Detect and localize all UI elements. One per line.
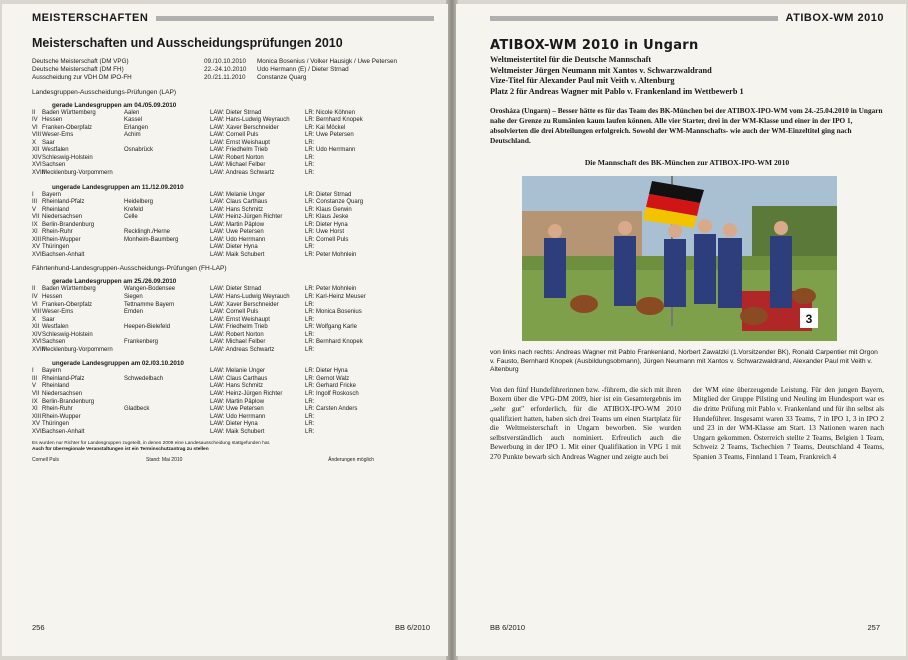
header-rule (156, 16, 434, 21)
law-judge: LAW: Hans Schmitz (210, 383, 264, 390)
group-name: Sachsen (42, 339, 66, 346)
group-number: VI (32, 124, 38, 131)
page-heading: Meisterschaften und Ausscheidungsprüfungen 2010 (32, 36, 343, 50)
venue (124, 383, 210, 391)
venue: Celle (124, 214, 138, 221)
law-judge: LAW: Melanie Unger (210, 191, 266, 198)
law-judge: LAW: Claus Carthaus (210, 199, 268, 206)
law-judge: LAW: Cornell Puls (210, 132, 259, 139)
group-number: XI (32, 229, 38, 236)
table-row (32, 309, 434, 317)
lr-judge: LR: Uwe Petersen (305, 132, 354, 139)
group-number: XVIII (32, 169, 46, 176)
subtitle-3: Vize-Titel für Alexander Paul mit Veith v. Altenburg (490, 76, 675, 85)
lr-judge: LR: (305, 169, 315, 176)
note-line-1: Es wurden nur Richter für Landesgruppen zugeteilt, in denen 2009 eine Landesausscheidung stattgefunden hat. (32, 441, 271, 447)
law-judge: LAW: Xaver Berschneider (210, 301, 279, 308)
group-title: ungerade Landesgruppen am 02./03.10.2010 (52, 360, 184, 368)
lr-judge: LR: (305, 162, 315, 169)
venue: Tettnamme Bayern (124, 301, 175, 308)
group-name: Bayern (42, 368, 62, 375)
venue: Siegen (124, 294, 143, 300)
table-row (32, 222, 434, 230)
venue: Osnabrück (124, 147, 154, 154)
group-number: VIII (32, 132, 42, 139)
group-name: Sachsen-Anhalt (42, 428, 85, 435)
group-name: Baden Württemberg (42, 286, 96, 293)
section-tag: MEISTERSCHAFTEN (32, 12, 149, 24)
venue (124, 317, 210, 325)
lr-judge: LR: Gernot Walz (305, 375, 350, 382)
lr-judge: LR: (305, 421, 315, 428)
championship-name: Deutsche Meisterschaft (DM FH) (32, 66, 124, 74)
group-number: IX (32, 398, 38, 405)
table-row (32, 302, 434, 310)
group-name: Hessen (42, 117, 63, 124)
law-judge: LAW: Robert Norton (210, 154, 264, 161)
table-row (32, 207, 434, 215)
group-title: gerade Landesgruppen am 04./05.09.2010 (52, 101, 177, 109)
group-table (32, 110, 434, 178)
footer-stand: Stand: Mai 2010 (146, 457, 183, 464)
team-photo (522, 176, 837, 341)
group-name: Schleswig-Holstein (42, 154, 93, 161)
venue (124, 391, 210, 399)
group-name: Rhein-Ruhr (42, 229, 73, 236)
group-name: Saar (42, 316, 55, 323)
group-number: V (32, 383, 37, 390)
right-page (456, 4, 906, 656)
law-judge: LAW: Martin Päplow (210, 221, 265, 228)
table-row (32, 399, 434, 407)
law-judge: LAW: Uwe Petersen (210, 406, 264, 413)
group-name: Rheinland (42, 383, 70, 390)
venue: Kassel (124, 117, 143, 124)
group-number: XV (32, 244, 41, 251)
venue: Emden (124, 309, 144, 316)
group-name: Rheinland-Pfalz (42, 199, 85, 206)
group-number: XIV (32, 154, 42, 161)
issue-label: BB 6/2010 (394, 623, 430, 632)
championship-date: 22.-24.10.2010 (204, 66, 247, 74)
table-row (32, 368, 434, 376)
venue: Frankenberg (124, 339, 159, 346)
venue (124, 399, 210, 407)
law-judge: LAW: Michael Felber (210, 162, 266, 169)
venue: Achim (124, 132, 141, 139)
lr-judge: LR: Bernhard Knopek (305, 339, 363, 346)
group-number: XIII (32, 413, 42, 420)
championship-row (32, 66, 434, 74)
lr-judge: LR: (305, 154, 315, 161)
group-number: X (32, 316, 37, 323)
venue (124, 421, 210, 429)
venue (124, 192, 210, 200)
table-row (32, 155, 434, 163)
law-judge: LAW: Friedhelm Trieb (210, 147, 268, 154)
lr-judge: LR: (305, 301, 315, 308)
group-name: Westfalen (42, 324, 69, 331)
lr-judge: LR: (305, 398, 315, 405)
lr-judge: LR: Carsten Anders (305, 406, 358, 413)
lr-judge: LR: Dieter Hyna (305, 221, 348, 228)
group-name: Schleswig-Holstein (42, 331, 93, 338)
body-column-1: Von den fünf Hundeführerinnen bzw. -führern, die sich mit ihren Boxern über die VPG-DM 2009, hier ist ein Gesamtergebnis im „sehr gut" erforderlich, für die ATIBOX-IPO-WM 2010 qualifiziert hatten, haben sich drei Teams um einen Startplatz für die Weltmeisterschaft in Ungarn beworben. Sie wurden selbstverständlich auch nominiert. Erfreulich auch die Bewerbung in der IPO 1. Mit einer Qualifikation in VPG 1 mit 270 Punkte bewarb sich Andreas Wagner und zeigte auch bei (490, 384, 681, 461)
group-number: XVIII (32, 346, 46, 353)
law-judge: LAW: Hans-Ludwig Weyrauch (210, 294, 290, 300)
lr-judge: LR: Klaus Gerwin (305, 206, 352, 213)
header-rule (490, 16, 778, 21)
venue (124, 155, 210, 163)
table-row (32, 339, 434, 347)
table-row (32, 347, 434, 355)
left-running-head (32, 12, 434, 24)
table-row (32, 237, 434, 245)
championship-row (32, 74, 434, 82)
table-row (32, 244, 434, 252)
group-number: III (32, 375, 38, 382)
group-number: XV (32, 421, 41, 428)
lr-judge: LR: Karl-Heinz Meuser (305, 294, 366, 300)
group-name: Rhein-Wupper (42, 413, 81, 420)
law-judge: LAW: Heinz-Jürgen Richter (210, 214, 283, 221)
lr-judge: LR: Monica Bosenius (305, 309, 362, 316)
law-judge: LAW: Udo Herrmann (210, 236, 266, 243)
right-page-footer (490, 623, 880, 632)
law-judge: LAW: Michael Felber (210, 339, 266, 346)
group-table (32, 192, 434, 260)
judges-note (32, 441, 434, 453)
group-name: Thüringen (42, 244, 70, 251)
lr-judge: LR: (305, 428, 315, 435)
law-judge: LAW: Udo Herrmann (210, 413, 266, 420)
table-row (32, 317, 434, 325)
table-row (32, 376, 434, 384)
championship-judges: Monica Bosenius / Volker Hausigk / Uwe Petersen (257, 58, 397, 65)
table-footer (32, 457, 434, 463)
lr-judge: LR: Dieter Hyna (305, 368, 348, 375)
section-tag: ATIBOX-WM 2010 (785, 12, 884, 24)
lead-paragraph: Orosháza (Ungarn) – Besser hätte es für das Team des BK-München bei der ATIBOX-IPO-WM vom 24.-25.04.2010 in Ungarn nahe der Grenze zu Rumänien kaum laufen können. Alle vier Starter, drei in der WM-Klasse und einer in der IPO 1, absolvierten die drei Abteilungen erfolgreich. Sowohl der WM-Mannschafts- wie auch der WM-Einzeltitel ging nach Deutschland. (490, 106, 883, 145)
group-number: VII (32, 391, 40, 398)
venue: Erlangen (124, 124, 149, 131)
lr-judge: LR: Uwe Horst (305, 229, 345, 236)
article-title: ATIBOX-WM 2010 in Ungarn (490, 38, 699, 53)
group-table (32, 368, 434, 436)
table-row (32, 125, 434, 133)
lr-judge: LR: Ingolf Roskosch (305, 391, 359, 398)
law-judge: LAW: Andreas Schwartz (210, 346, 275, 353)
group-name: Westfalen (42, 147, 69, 154)
law-judge: LAW: Dieter Hyna (210, 244, 258, 251)
lr-judge: LR: (305, 139, 315, 146)
law-judge: LAW: Friedhelm Trieb (210, 324, 268, 331)
table-row (32, 332, 434, 340)
table-row (32, 192, 434, 200)
championship-date: 20./21.11.2010 (204, 74, 246, 82)
page-number: 257 (867, 623, 880, 632)
law-judge: LAW: Dieter Strnad (210, 286, 262, 293)
championship-judges: Udo Hermann (E) / Dieter Strnad (257, 66, 349, 74)
group-name: Thüringen (42, 421, 70, 428)
group-name: Mecklenburg-Vorpommern (42, 169, 113, 176)
venue (124, 140, 210, 148)
venue: Krefeld (124, 206, 144, 213)
group-number: IV (32, 294, 38, 300)
venue (124, 162, 210, 170)
law-judge: LAW: Martin Päplow (210, 398, 265, 405)
group-name: Hessen (42, 294, 63, 300)
group-name: Mecklenburg-Vorpommern (42, 346, 113, 353)
group-number: XII (32, 147, 40, 154)
championship-judges: Constanze Quarg (257, 74, 307, 82)
group-number: I (32, 191, 34, 198)
footer-change-note: Änderungen möglich (328, 457, 374, 464)
law-judge: LAW: Xaver Berschneider (210, 124, 279, 131)
law-judge: LAW: Dieter Strnad (210, 109, 262, 116)
law-judge: LAW: Melanie Unger (210, 368, 266, 375)
footer-author: Cornell Puls (32, 457, 59, 464)
group-number: III (32, 199, 38, 206)
group-name: Rhein-Ruhr (42, 406, 73, 413)
law-judge: LAW: Heinz-Jürgen Richter (210, 391, 283, 398)
subtitle-2: Weltmeister Jürgen Neumann mit Xantos v. Schwarzwaldrand (490, 65, 712, 75)
group-name: Weser-Ems (42, 309, 74, 316)
lr-judge: LR: (305, 331, 315, 338)
group-name: Sachsen (42, 162, 66, 169)
group-name: Niedersachsen (42, 214, 83, 221)
lr-judge: LR: (305, 316, 315, 323)
lr-judge: LR: Kai Möckel (305, 124, 346, 131)
lr-judge: LR: Constanze Quarg (305, 199, 364, 206)
lr-judge: LR: Gerhard Fricke (305, 383, 357, 390)
photo-caption: von links nach rechts: Andreas Wagner mit Pablo Frankenland, Norbert Zawatzki (1.Vorsitzender BK), Ronald Carpentier mit Orgon v. Fausto, Bernhard Knopek (Ausbildungsobmann), Jürgen Neumann mit Xantos v. Schwarzwaldrand, Alexander Paul mit Veith v. Altenburg (490, 349, 878, 374)
group-name: Niedersachsen (42, 391, 83, 398)
table-row (32, 252, 434, 260)
table-row (32, 147, 434, 155)
championship-date: 09./10.10.2010 (204, 58, 247, 65)
venue: Heepen-Bielefeld (124, 324, 171, 331)
article-body (490, 385, 884, 462)
right-running-head (490, 12, 884, 24)
page-number: 256 (32, 623, 45, 632)
group-number: VIII (32, 309, 42, 316)
left-page-footer (32, 623, 430, 632)
group-title: ungerade Landesgruppen am 11./12.09.2010 (52, 183, 184, 191)
law-judge: LAW: Hans Schmitz (210, 206, 264, 213)
law-judge: LAW: Dieter Hyna (210, 421, 258, 428)
championship-row (32, 58, 434, 66)
law-judge: LAW: Cornell Puls (210, 309, 259, 316)
group-number: XVII (32, 428, 44, 435)
group-name: Baden Württemberg (42, 109, 96, 116)
table-row (32, 383, 434, 391)
venue: Schwedelbach (124, 375, 164, 382)
venue: Recklingh./Herne (124, 229, 171, 236)
lr-judge: LR: (305, 244, 315, 251)
law-judge: LAW: Uwe Petersen (210, 229, 264, 236)
table-row (32, 414, 434, 422)
lr-judge: LR: Klaus Jeske (305, 214, 349, 221)
venue: Aalen (124, 109, 140, 116)
table-row (32, 199, 434, 207)
fh-lap-section-title: Fährtenhund-Landesgruppen-Ausscheidungs-Prüfungen (FH-LAP) (32, 265, 227, 273)
group-number: IX (32, 221, 38, 228)
lr-judge: LR: Udo Herrmann (305, 147, 356, 154)
table-row (32, 286, 434, 294)
table-row (32, 140, 434, 148)
lr-judge: LR: Bernhard Knopek (305, 117, 363, 124)
table-row (32, 294, 434, 302)
venue: Heidelberg (124, 199, 154, 206)
group-number: I (32, 368, 34, 375)
table-row (32, 324, 434, 332)
group-number: X (32, 139, 37, 146)
table-row (32, 406, 434, 414)
lr-judge: LR: (305, 346, 315, 353)
table-row (32, 162, 434, 170)
law-judge: LAW: Ernst Weishaupt (210, 139, 270, 146)
venue (124, 368, 210, 376)
table-row (32, 391, 434, 399)
lr-judge: LR: (305, 413, 315, 420)
group-name: Berlin-Brandenburg (42, 398, 95, 405)
group-number: II (32, 109, 36, 116)
lr-judge: LR: Cornell Puls (305, 236, 349, 243)
venue: Monheim-Baumberg (124, 236, 179, 243)
group-number: V (32, 206, 37, 213)
group-number: XIII (32, 236, 42, 243)
group-name: Berlin-Brandenburg (42, 221, 95, 228)
group-name: Franken-Oberpfalz (42, 301, 93, 308)
table-row (32, 110, 434, 118)
law-judge: LAW: Claus Carthaus (210, 375, 268, 382)
venue (124, 332, 210, 340)
venue (124, 170, 210, 178)
subtitle-1: Weltmeistertitel für die Deutsche Mannschaft (490, 55, 652, 64)
group-name: Saar (42, 139, 55, 146)
podium-number: 3 (805, 312, 813, 326)
lr-judge: LR: Wolfgang Karle (305, 324, 357, 331)
group-tables (32, 102, 434, 437)
law-judge: LAW: Maik Schubert (210, 428, 265, 435)
subtitle-4: Platz 2 für Andreas Wagner mit Pablo v. Frankenland im Wettbewerb 1 (490, 86, 744, 96)
group-title: gerade Landesgruppen am 25./26.09.2010 (52, 278, 177, 286)
law-judge: LAW: Andreas Schwartz (210, 169, 275, 176)
note-line-2: Auch für überregionale Veranstaltungen ist ein Terminschutzantrag zu stellen (32, 447, 209, 453)
photo-title: Die Mannschaft des BK-München zur ATIBOX-IPO-WM 2010 (584, 158, 790, 167)
group-number: XII (32, 324, 40, 331)
group-name: Rheinland (42, 206, 70, 213)
championship-name: Ausscheidung zur VDH DM IPO-FH (32, 74, 132, 82)
championship-list (32, 58, 434, 83)
table-row (32, 429, 434, 437)
group-name: Weser-Ems (42, 132, 74, 139)
venue (124, 244, 210, 252)
venue (124, 347, 210, 355)
left-page (2, 4, 448, 656)
lr-judge: LR: Peter Mohnlein (305, 286, 357, 293)
lr-judge: LR: Nicole Köhnen (305, 109, 356, 116)
group-number: XVI (32, 162, 42, 169)
venue: Gladbeck (124, 406, 150, 413)
law-judge: LAW: Hans-Ludwig Weyrauch (210, 117, 290, 124)
lr-judge: LR: Dieter Strnad (305, 191, 352, 198)
venue (124, 429, 210, 437)
issue-label: BB 6/2010 (490, 623, 526, 632)
group-table (32, 286, 434, 354)
group-number: XI (32, 406, 38, 413)
group-number: XVII (32, 251, 44, 258)
group-name: Rhein-Wupper (42, 236, 81, 243)
law-judge: LAW: Maik Schubert (210, 251, 265, 258)
table-row (32, 170, 434, 178)
law-judge: LAW: Ernst Weishaupt (210, 316, 270, 323)
venue (124, 414, 210, 422)
group-name: Rheinland-Pfalz (42, 375, 85, 382)
group-name: Sachsen-Anhalt (42, 251, 85, 258)
championship-name: Deutsche Meisterschaft (DM VPG) (32, 58, 129, 65)
group-number: II (32, 286, 36, 293)
body-column-2: der WM eine überzeugende Leistung. Für den jungen Bayern, Mitglied der Gruppe Pilsting und Neuling im Hundesport war es die dritte Prüfung mit Pablo v. Frankenland und für ihn selbst als Hundeführer. Insgesamt waren 33 Teams, 7 in IPO 1, 3 in IPO 2 und 23 in der WM-Klasse am Start. 13 Nationen waren nach Ungarn gekommen. Österreich stellte 2 Teams, Belgien 1 Team, Schweiz 2 Teams, Tschechien 7 Teams, Deutschland 4 Teams, Spanien 3 Teams, Finnland 1 Team, Frankreich 4 (693, 384, 884, 461)
table-row (32, 421, 434, 429)
group-number: VII (32, 214, 40, 221)
venue (124, 252, 210, 260)
venue: Wangen-Bodensee (124, 286, 176, 293)
lap-section-title: Landesgruppen-Ausscheidungs-Prüfungen (LAP) (32, 88, 177, 96)
lr-judge: LR: Peter Mohnlein (305, 251, 357, 258)
group-number: VI (32, 301, 38, 308)
group-number: XIV (32, 331, 42, 338)
table-row (32, 229, 434, 237)
group-number: IV (32, 117, 38, 124)
table-row (32, 117, 434, 125)
table-row (32, 214, 434, 222)
law-judge: LAW: Robert Norton (210, 331, 264, 338)
venue (124, 222, 210, 230)
team-photo-illustration (522, 176, 837, 341)
group-name: Bayern (42, 191, 62, 198)
table-row (32, 132, 434, 140)
group-name: Franken-Oberpfalz (42, 124, 93, 131)
group-number: XVI (32, 339, 42, 346)
